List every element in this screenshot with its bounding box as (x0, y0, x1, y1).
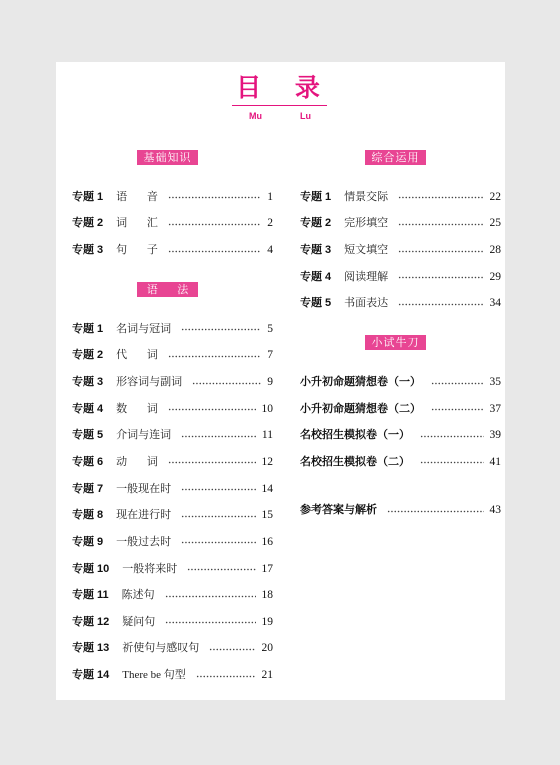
dot-leader (398, 276, 483, 279)
entry-title: 一般将来时 (122, 562, 178, 575)
entry-prefix: 专题 (72, 561, 94, 575)
entry-number: 5 (325, 297, 332, 310)
entry-prefix: 专题 (72, 375, 94, 389)
entry-number: 1 (97, 322, 104, 335)
entry-prefix: 专题 (72, 243, 94, 257)
entry-page-number: 19 (261, 615, 273, 628)
section-heading: 综合运用 (365, 150, 426, 165)
toc-entry (300, 497, 501, 524)
toc-entry (300, 210, 501, 237)
toc-entry (300, 422, 501, 449)
dot-leader (181, 515, 255, 518)
entry-number: 3 (325, 244, 332, 257)
entry-title: 介词与连词 (116, 429, 172, 442)
entry-title: 短文填空 (344, 244, 389, 257)
entry-number: 6 (97, 455, 104, 468)
toc-section-grammar (72, 282, 273, 688)
entry-number: 4 (325, 270, 332, 283)
dot-leader (168, 250, 261, 253)
dot-leader (398, 250, 483, 253)
dot-leader (398, 223, 483, 226)
entry-number: 3 (97, 244, 104, 257)
section-heading: 语 法 (137, 282, 198, 297)
toc-entry (300, 369, 501, 396)
entry-title: 名校招生模拟卷（一） (300, 428, 410, 442)
entry-prefix: 专题 (300, 243, 322, 257)
entry-page-number: 43 (489, 504, 501, 517)
entry-prefix: 专题 (72, 428, 94, 442)
toc-entry (72, 555, 273, 582)
entry-title: 名校招生模拟卷（二） (300, 454, 410, 468)
entry-page-number: 1 (267, 190, 273, 203)
entry-page-number: 14 (261, 482, 273, 495)
entry-number: 7 (97, 482, 104, 495)
toc-entry (300, 237, 501, 264)
dot-leader (398, 303, 483, 306)
toc-entry (300, 449, 501, 476)
entry-prefix: 专题 (72, 189, 94, 203)
entry-page-number: 9 (267, 376, 273, 389)
toc-entry (72, 502, 273, 529)
toc-entry (72, 210, 273, 237)
dot-leader (420, 461, 484, 464)
toc-section-practice (300, 335, 501, 475)
entry-title: 阅读理解 (344, 270, 389, 283)
entry-title: 数 词 (116, 402, 158, 415)
entry-page-number: 29 (489, 270, 501, 283)
toc-left-column (72, 150, 273, 707)
entry-page-number: 34 (489, 297, 501, 310)
entry-number: 9 (97, 535, 104, 548)
entry-prefix: 专题 (72, 454, 94, 468)
entry-page-number: 10 (261, 402, 273, 415)
entry-number: 2 (325, 217, 332, 230)
entry-title: 词 汇 (116, 217, 158, 230)
entry-title: 情景交际 (344, 190, 389, 203)
dot-leader (398, 196, 483, 199)
entry-number: 5 (97, 429, 104, 442)
entry-page-number: 11 (261, 429, 273, 442)
toc-entry (72, 422, 273, 449)
entry-prefix: 专题 (72, 348, 94, 362)
entry-title: 语 音 (116, 190, 158, 203)
dot-leader (168, 408, 256, 411)
toc-entry (72, 608, 273, 635)
entry-number: 10 (97, 562, 110, 575)
toc-entry (72, 315, 273, 342)
entry-title: 现在进行时 (116, 509, 172, 522)
title-underline (232, 105, 327, 106)
entry-prefix: 专题 (300, 189, 322, 203)
toc-entry (72, 449, 273, 476)
dot-leader (420, 435, 484, 438)
entry-prefix: 专题 (300, 269, 322, 283)
entry-number: 2 (97, 349, 104, 362)
entry-number: 1 (325, 190, 332, 203)
toc-entry (72, 237, 273, 264)
entry-page-number: 4 (267, 244, 273, 257)
entry-number: 12 (97, 615, 110, 628)
dot-leader (168, 355, 261, 358)
entry-number: 11 (97, 589, 109, 602)
entry-page-number: 21 (261, 669, 273, 682)
toc-entry (300, 395, 501, 422)
entry-page-number: 5 (267, 322, 273, 335)
dot-leader (181, 541, 255, 544)
toc-entry (72, 342, 273, 369)
entry-prefix: 专题 (300, 296, 322, 310)
toc-section-application (300, 150, 501, 317)
dot-leader (387, 510, 484, 513)
toc-section-answers (300, 494, 501, 524)
toc-entry (72, 662, 273, 689)
entry-page-number: 2 (267, 217, 273, 230)
toc-entry (72, 184, 273, 211)
entry-title: 参考答案与解析 (300, 503, 377, 517)
dot-leader (181, 435, 256, 438)
entry-page-number: 18 (261, 589, 273, 602)
entry-title: 句 子 (116, 244, 158, 257)
entry-prefix: 专题 (72, 216, 94, 230)
dot-leader (181, 488, 255, 491)
entry-prefix: 专题 (72, 481, 94, 495)
entry-title: 陈述句 (121, 589, 155, 602)
entry-prefix: 专题 (72, 614, 94, 628)
toc-entry (72, 395, 273, 422)
entry-page-number: 41 (489, 455, 501, 468)
dot-leader (192, 382, 261, 385)
entry-prefix: 专题 (72, 534, 94, 548)
entry-prefix: 专题 (72, 321, 94, 335)
entry-prefix: 专题 (72, 668, 94, 682)
entry-title: 形容词与副词 (116, 376, 183, 389)
dot-leader (165, 595, 256, 598)
toc-entry (72, 529, 273, 556)
dot-leader (181, 328, 261, 331)
dot-leader (165, 621, 255, 624)
entry-number: 3 (97, 376, 104, 389)
entry-prefix: 专题 (72, 401, 94, 415)
entry-prefix: 专题 (300, 216, 322, 230)
entry-page-number: 15 (261, 509, 273, 522)
entry-page-number: 17 (261, 562, 273, 575)
dot-leader (168, 196, 261, 199)
section-heading: 基础知识 (137, 150, 198, 165)
entry-title: 名词与冠词 (116, 322, 172, 335)
entry-prefix: 专题 (72, 588, 94, 602)
toc-entry (72, 582, 273, 609)
title-pinyin-first: Mu (249, 111, 262, 121)
entry-number: 2 (97, 217, 104, 230)
entry-title: 一般现在时 (116, 482, 172, 495)
entry-number: 4 (97, 402, 104, 415)
entry-page-number: 16 (261, 535, 273, 548)
toc-entry (300, 184, 501, 211)
entry-title: 祈使句与感叹句 (122, 642, 200, 655)
dot-leader (431, 382, 484, 385)
dot-leader (168, 461, 256, 464)
entry-title: 动 词 (116, 455, 158, 468)
toc-right-column (300, 150, 501, 542)
entry-number: 8 (97, 509, 104, 522)
entry-page-number: 25 (489, 217, 501, 230)
toc-entry (72, 635, 273, 662)
entry-title: 疑问句 (122, 615, 156, 628)
entry-title: There be 句型 (122, 669, 186, 682)
entry-title: 完形填空 (344, 217, 389, 230)
dot-leader (209, 648, 255, 651)
entry-page-number: 28 (489, 244, 501, 257)
toc-entry (300, 263, 501, 290)
dot-leader (431, 408, 484, 411)
section-heading: 小试牛刀 (365, 335, 426, 350)
toc-entry (300, 290, 501, 317)
entry-page-number: 37 (489, 402, 501, 415)
entry-title: 代 词 (116, 349, 158, 362)
dot-leader (187, 568, 255, 571)
entry-page-number: 22 (489, 190, 501, 203)
entry-number: 1 (97, 190, 104, 203)
entry-page-number: 7 (267, 349, 273, 362)
dot-leader (168, 223, 261, 226)
entry-page-number: 39 (489, 429, 501, 442)
toc-entry (72, 475, 273, 502)
entry-title: 书面表达 (344, 297, 389, 310)
entry-prefix: 专题 (72, 508, 94, 522)
entry-page-number: 20 (261, 642, 273, 655)
entry-page-number: 12 (261, 455, 273, 468)
toc-entry (72, 369, 273, 396)
entry-title: 小升初命题猜想卷（一） (300, 375, 421, 389)
toc-title: 目 录 (236, 73, 320, 102)
toc-section-basics (72, 150, 273, 263)
entry-title: 小升初命题猜想卷（二） (300, 401, 421, 415)
entry-number: 13 (97, 642, 110, 655)
entry-prefix: 专题 (72, 641, 94, 655)
dot-leader (196, 675, 256, 678)
entry-number: 14 (97, 669, 110, 682)
entry-title: 一般过去时 (116, 535, 172, 548)
entry-page-number: 35 (489, 376, 501, 389)
title-pinyin-second: Lu (300, 111, 311, 121)
